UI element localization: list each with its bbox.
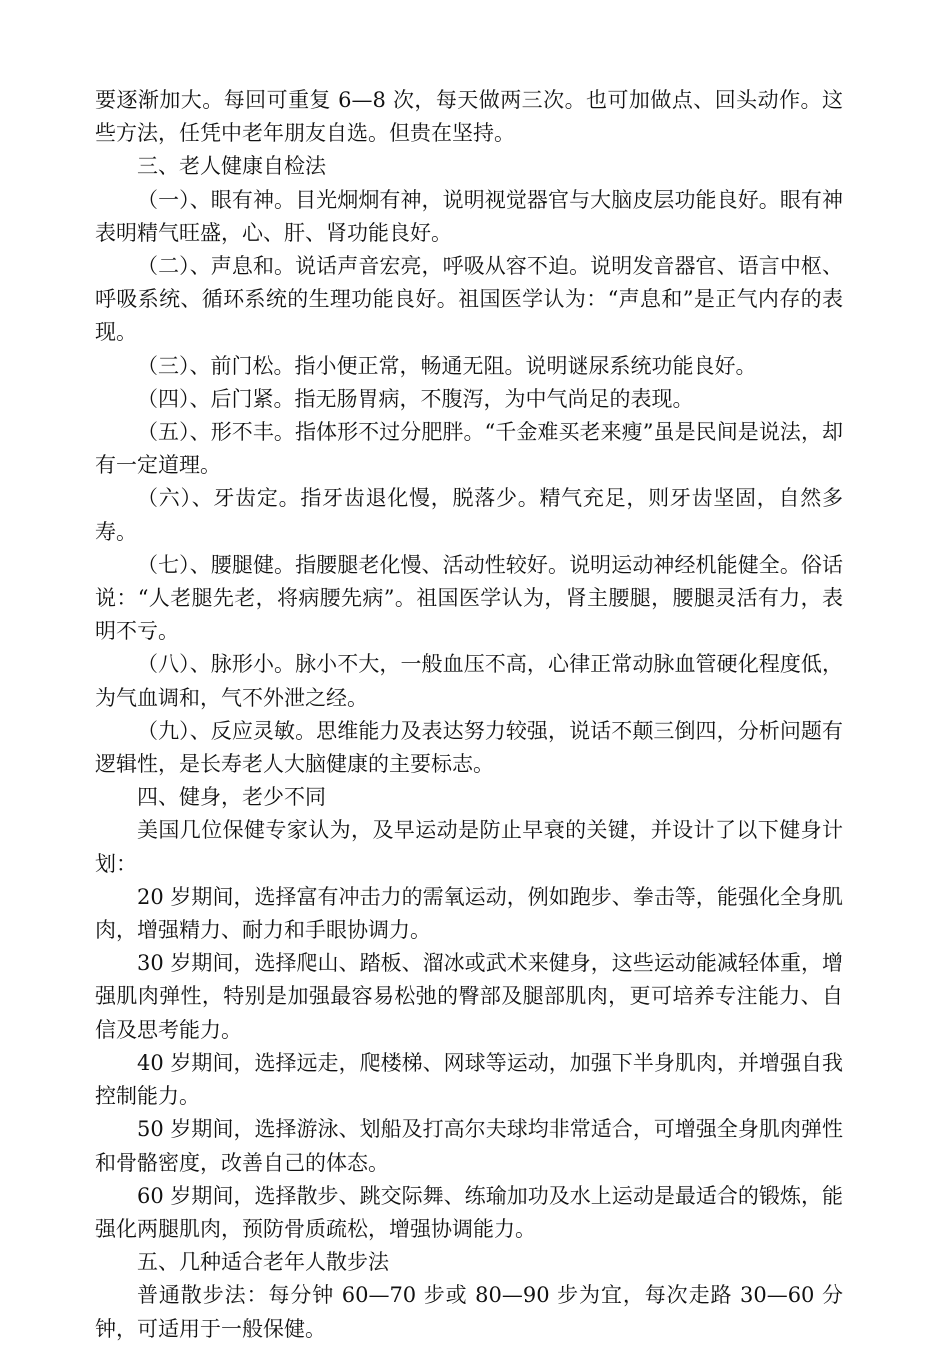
paragraph-breath: （二）、声息和。说话声音宏亮，呼吸从容不迫。说明发音器官、语言中枢、呼吸系统、循环系统的生理功能良好。祖国医学认为：“声息和”是正气内存的表现。 (95, 254, 843, 345)
paragraph-walking-normal: 普通散步法：每分钟 60—70 步或 80—90 步为宜，每次走路 30—60 分钟，可适用于一般保健。 (95, 1283, 843, 1341)
section-heading-self-check: 三、老人健康自检法 (137, 154, 326, 179)
paragraph-reaction: （九）、反应灵敏。思维能力及表达努力较强，说话不颠三倒四，分析问题有逻辑性，是长寿老人大脑健康的主要标志。 (95, 718, 843, 777)
paragraph-age-20: 20 岁期间，选择富有冲击力的需氧运动，例如跑步、拳击等，能强化全身肌肉，增强精力、耐力和手眼协调力。 (95, 884, 843, 943)
paragraph-waist-legs: （七）、腰腿健。指腰腿老化慢、活动性较好。说明运动神经机能健全。俗话说：“人老腿先老，将病腰先病”。祖国医学认为，肾主腰腿，腰腿灵活有力，表明不亏。 (95, 552, 843, 644)
paragraph-age-30: 30 岁期间，选择爬山、踏板、溜冰或武术来健身，这些运动能减轻体重，增强肌肉弹性，特别是加强最容易松弛的臀部及腿部肌肉，更可培养专注能力、自信及思考能力。 (95, 951, 843, 1042)
paragraph-age-50: 50 岁期间，选择游泳、划船及打高尔夫球均非常适合，可增强全身肌肉弹性和骨骼密度，改善自己的体态。 (95, 1117, 843, 1175)
paragraph-fitness-intro: 美国几位保健专家认为，及早运动是防止早衰的关键，并设计了以下健身计划： (95, 818, 843, 876)
paragraph-urinary: （三）、前门松。指小便正常，畅通无阻。说明谜尿系统功能良好。 (137, 353, 757, 378)
paragraph-body-shape: （五）、形不丰。指体形不过分肥胖。“千金难买老来瘦”虽是民间是说法，却有一定道理。 (95, 420, 843, 478)
paragraph-pulse: （八）、脉形小。脉小不大，一般血压不高，心律正常动脉血管硬化程度低，为气血调和，气不外泄之经。 (95, 652, 843, 710)
paragraph-continuation: 要逐渐加大。每回可重复 6—8 次，每天做两三次。也可加做点、回头动作。这些方法，任凭中老年朋友自选。但贵在坚持。 (95, 88, 843, 146)
section-heading-walking: 五、几种适合老年人散步法 (137, 1250, 389, 1275)
section-heading-fitness: 四、健身，老少不同 (137, 785, 326, 810)
paragraph-age-40: 40 岁期间，选择远走，爬楼梯、网球等运动，加强下半身肌肉，并增强自我控制能力。 (95, 1050, 843, 1109)
paragraph-teeth: （六）、牙齿定。指牙齿退化慢，脱落少。精气充足，则牙齿坚固，自然多寿。 (95, 486, 843, 544)
paragraph-eyes: （一）、眼有神。目光炯炯有神，说明视觉器官与大脑皮层功能良好。眼有神表明精气旺盛，心、肝、肾功能良好。 (95, 187, 843, 245)
paragraph-age-60: 60 岁期间，选择散步、跳交际舞、练瑜加功及水上运动是最适合的锻炼，能强化两腿肌肉，预防骨质疏松，增强协调能力。 (95, 1183, 843, 1241)
paragraph-digestive: （四）、后门紧。指无肠胃病，不腹泻，为中气尚足的表现。 (137, 386, 694, 411)
document-page (95, 84, 843, 1346)
